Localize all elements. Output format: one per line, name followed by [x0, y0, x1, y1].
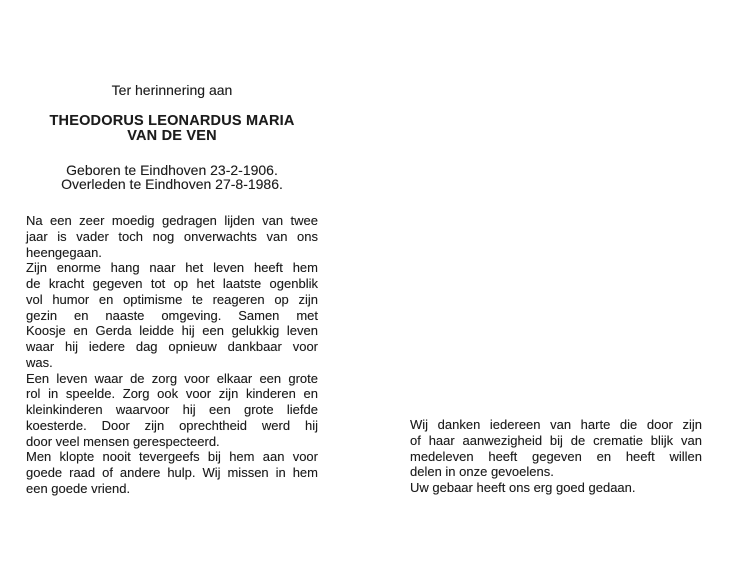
deceased-name-line1: THEODORUS LEONARDUS MARIA — [49, 113, 295, 129]
text-line: delen in onze gevoelens. — [410, 464, 554, 480]
deceased-name — [26, 114, 318, 144]
text-line: een goede vriend. — [26, 481, 131, 497]
text-line: Een leven waar de zorg voor elkaar een grote — [26, 370, 318, 386]
text-line: gezin en naaste omgeving. Samen met — [26, 307, 318, 323]
text-line: Na een zeer moedig gedragen lijden van twee — [26, 213, 318, 228]
text-line: door veel mensen gerespecteerd. — [26, 433, 220, 449]
text-line: medeleven heeft gegeven en heeft willen — [410, 448, 702, 464]
text-line: of haar aanwezigheid bij de crematie blijk van — [410, 432, 702, 448]
text-line: heengegaan. — [26, 244, 102, 260]
deceased-name-line2: VAN DE VEN — [127, 128, 217, 144]
text-line: waar hij iedere dag opnieuw dankbaar voor — [26, 339, 318, 355]
birth-date-line: Geboren te Eindhoven 23-2-1906. — [66, 162, 278, 178]
life-dates — [26, 163, 318, 192]
text-line: vol humor en optimisme te reageren op zijn — [26, 291, 318, 307]
dedication-text: Ter herinnering aan — [111, 82, 233, 98]
text-line: jaar is vader toch nog onverwachts van ons — [26, 228, 318, 244]
text-line: Uw gebaar heeft ons erg goed gedaan. — [410, 480, 636, 496]
text-line: goede raad of andere hulp. Wij missen in hem — [26, 465, 318, 481]
text-line: Koosje en Gerda leidde hij een gelukkig leven — [26, 323, 318, 339]
text-line: was. — [26, 354, 53, 370]
text-line: kleinkinderen waarvoor hij een grote liefde — [26, 402, 318, 418]
text-line: de kracht gegeven tot op het laatste ogenblik — [26, 276, 318, 292]
text-line: Men klopte nooit tevergeefs bij hem aan voor — [26, 449, 318, 465]
death-date-line: Overleden te Eindhoven 27-8-1986. — [61, 176, 283, 193]
text-line: Zijn enorme hang naar het leven heeft hem — [26, 260, 318, 276]
text-line: rol in speelde. Zorg ook voor zijn kinderen en — [26, 386, 318, 402]
eulogy-text-block — [26, 213, 318, 497]
text-line: koesterde. Door zijn oprechtheid werd hij — [26, 417, 318, 433]
acknowledgement-text-block — [410, 417, 702, 496]
text-line: Wij danken iedereen van harte die door zijn — [410, 417, 702, 432]
